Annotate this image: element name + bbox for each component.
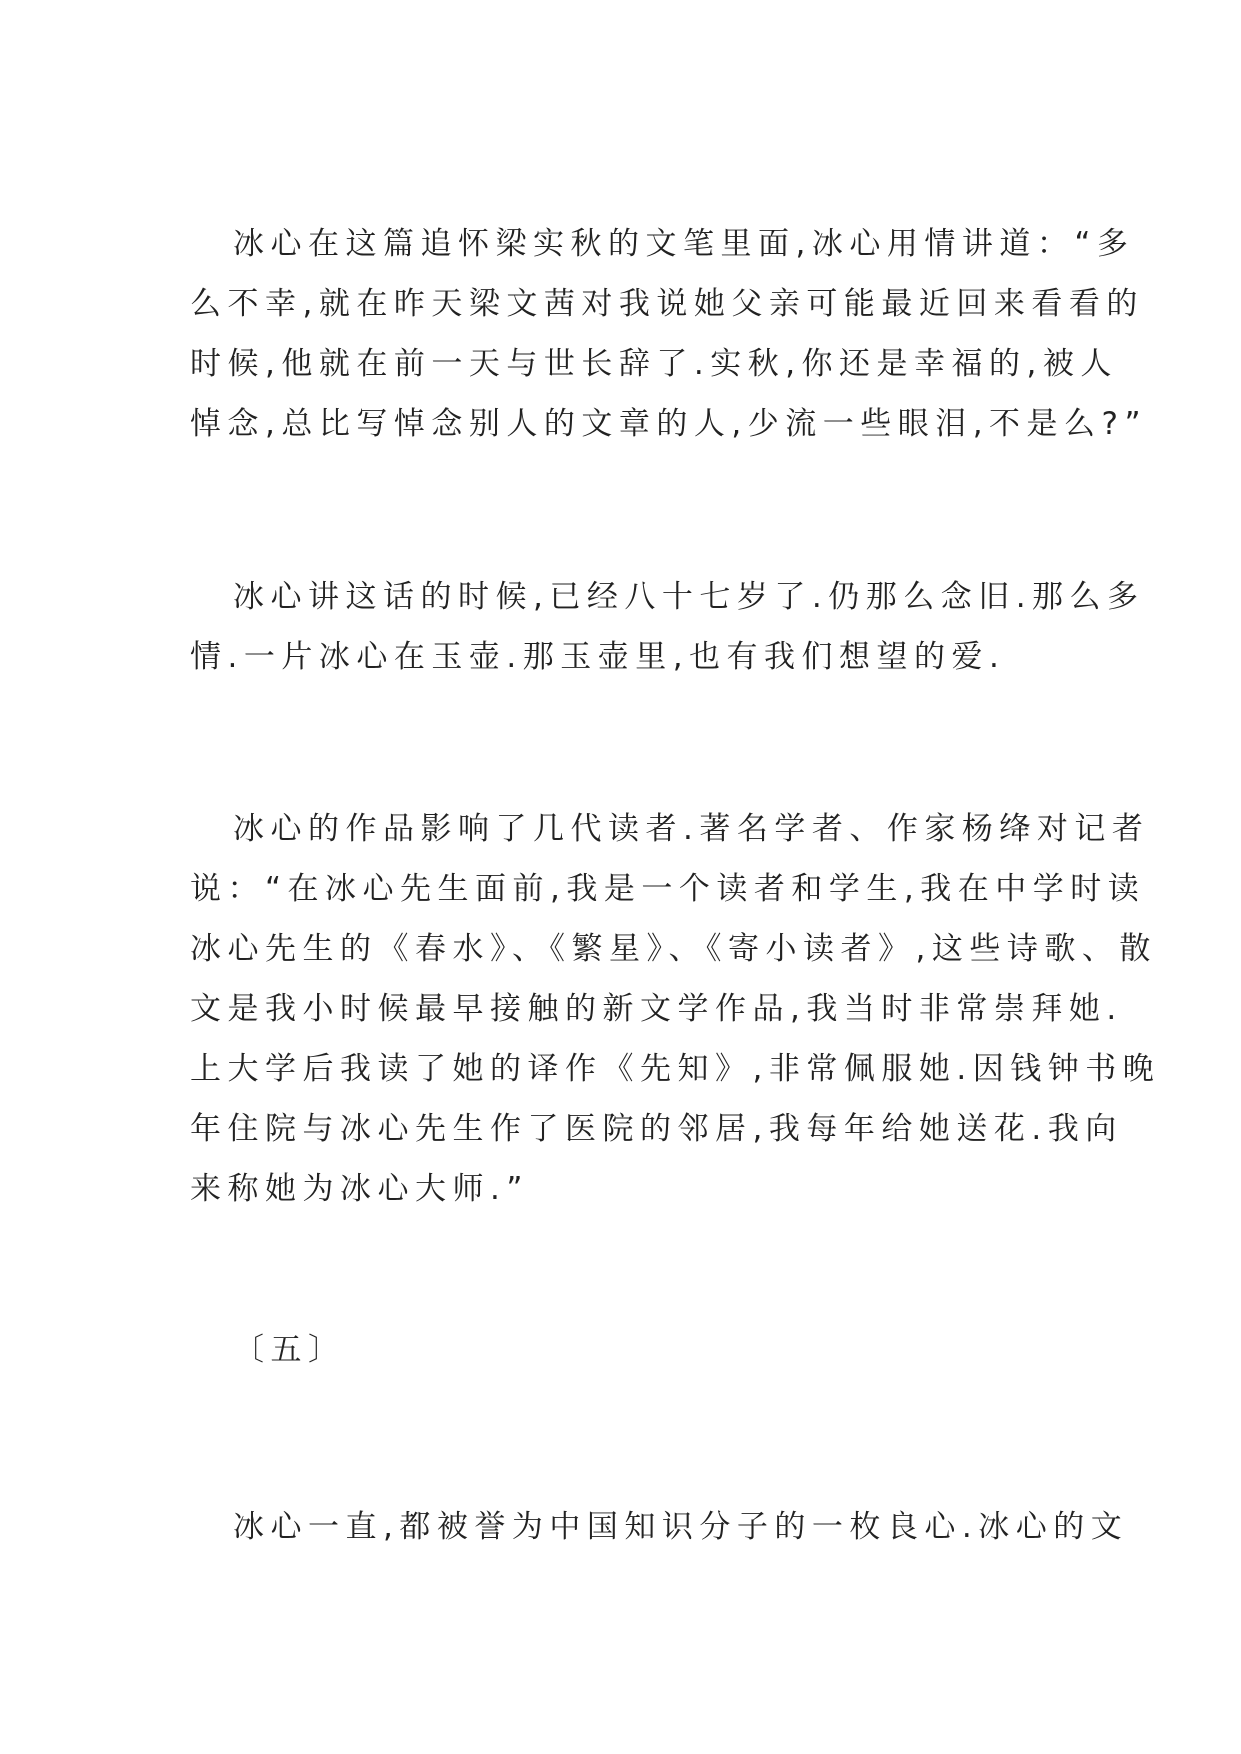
paragraph-yang-jiang-quote bbox=[190, 799, 1161, 1219]
text-line: 悼念,总比写悼念别人的文章的人,少流一些眼泪,不是么?” bbox=[190, 406, 1148, 442]
text-line: 文是我小时候最早接触的新文学作品,我当时非常崇拜她. bbox=[190, 991, 1123, 1027]
text-line: 来称她为冰心大师.” bbox=[190, 1171, 529, 1207]
text-line: 说：“在冰心先生面前,我是一个读者和学生,我在中学时读 bbox=[190, 871, 1146, 907]
text-line: 年住院与冰心先生作了医院的邻居,我每年给她送花.我向 bbox=[190, 1111, 1123, 1147]
text-line: 冰心讲这话的时候,已经八十七岁了.仍那么念旧.那么多 bbox=[233, 579, 1145, 615]
text-line: 情.一片冰心在玉壶.那玉壶里,也有我们想望的爱. bbox=[190, 639, 1006, 675]
section-number: 〔五〕 bbox=[233, 1332, 346, 1368]
paragraph-conscience bbox=[190, 1497, 1129, 1557]
text-line: 么不幸,就在昨天梁文茜对我说她父亲可能最近回来看看的 bbox=[190, 286, 1144, 322]
text-line: 冰心的作品影响了几代读者.著名学者、作家杨绛对记者 bbox=[233, 811, 1150, 847]
text-line: 冰心在这篇追怀梁实秋的文笔里面,冰心用情讲道：“多 bbox=[233, 226, 1135, 262]
paragraph-age-eighty-seven bbox=[190, 567, 1145, 687]
section-heading bbox=[190, 1320, 1056, 1380]
text-line: 时候,他就在前一天与世长辞了.实秋,你还是幸福的,被人 bbox=[190, 346, 1118, 382]
text-line: 冰心先生的《春水》、《繁星》、《寄小读者》,这些诗歌、散 bbox=[190, 931, 1157, 967]
text-line: 冰心一直,都被誉为中国知识分子的一枚良心.冰心的文 bbox=[233, 1509, 1129, 1545]
paragraph-liang-shiqiu-memorial bbox=[190, 214, 1148, 454]
text-line: 上大学后我读了她的译作《先知》,非常佩服她.因钱钟书晚 bbox=[190, 1051, 1161, 1087]
